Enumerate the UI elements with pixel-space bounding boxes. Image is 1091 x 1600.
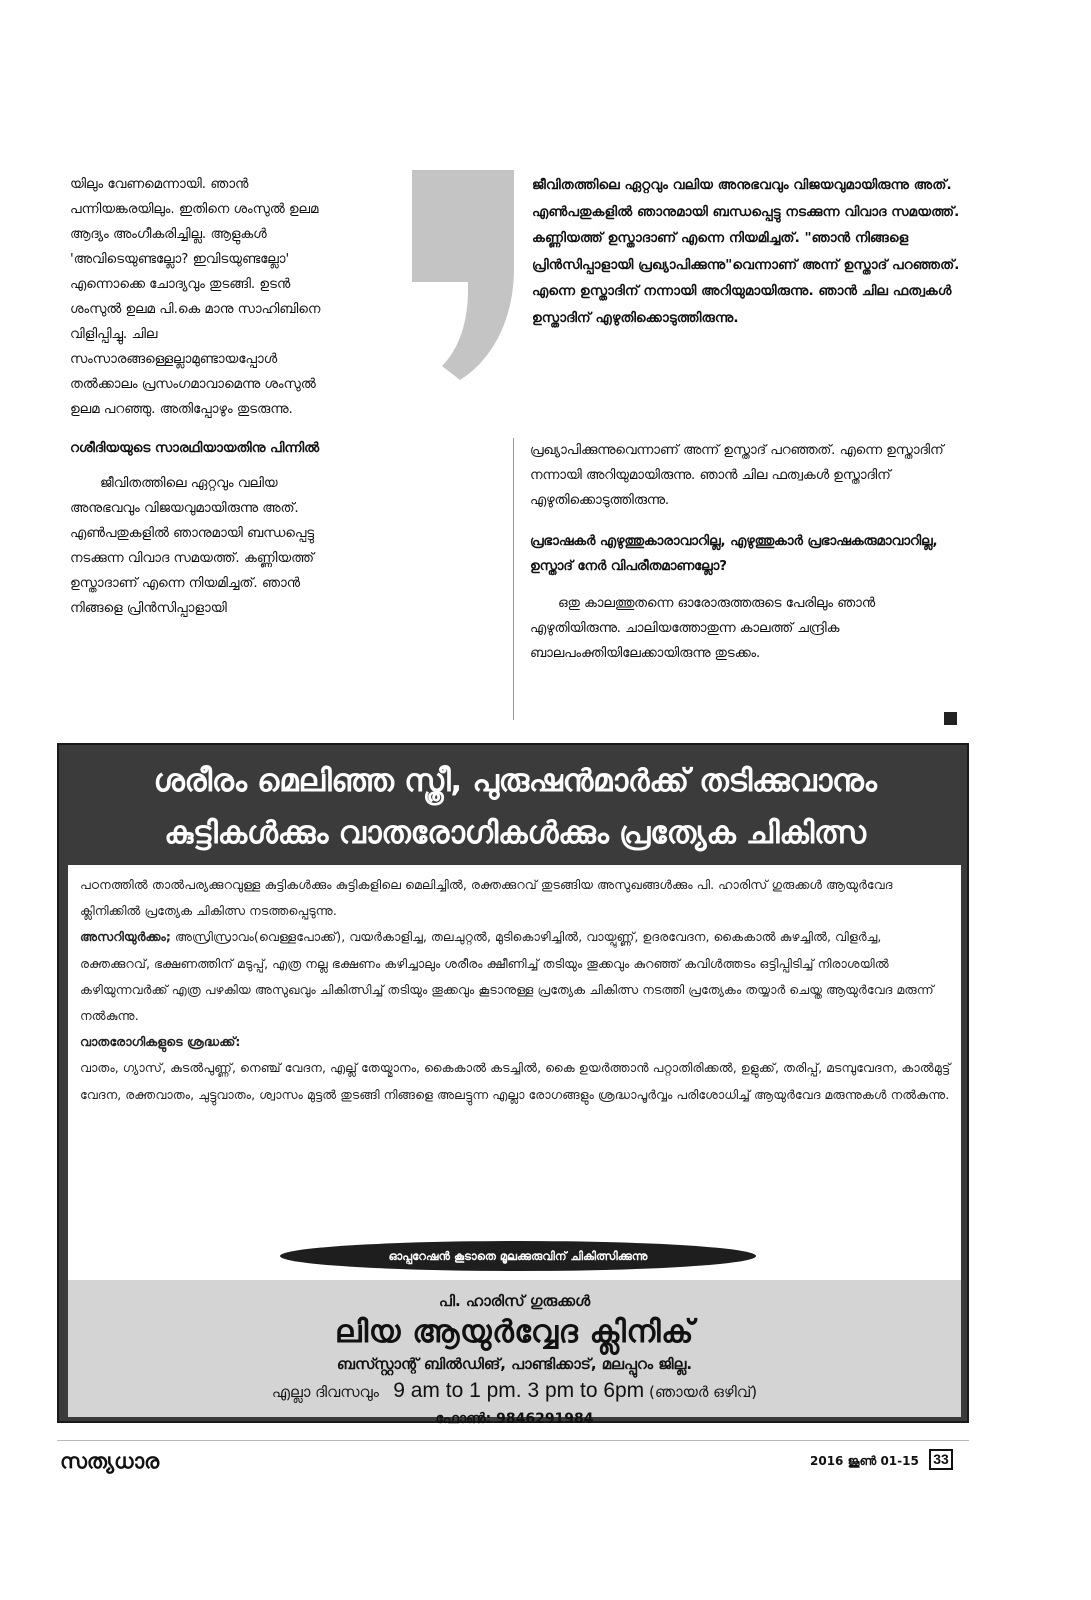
left-paragraph-2: ജീവിതത്തിലെ ഏറ്റവും വലിയ അനുഭവവും വിജയവുമായിരുന്നു അത്. എൺപതുകളിൽ ഞാനുമായി ബന്ധപ്പെട്ടു നടക്കുന്ന വിവാദ സമയത്ത്. കണ്ണിയത്ത് ഉസ്താദാണ് എന്നെ നിയമിച്ചത്. ഞാൻ നിങ്ങളെ പ്രിൻസിപ്പാളായി: [70, 476, 315, 616]
clinic-name: ലിയ ആയുർവ്വേദ ക്ലിനിക്: [335, 1314, 694, 1350]
article-end-mark: [944, 712, 957, 725]
clinic-hours: [68, 1376, 961, 1407]
ad-intro: പഠനത്തിൽ താൽപര്യക്കുറവുള്ള കുട്ടികൾക്കും കുട്ടികളിലെ മെലിച്ചിൽ, രക്തക്കുറവ് തുടങ്ങിയ അസുഖങ്ങൾക്കും പി. ഹാരിസ് ഗുരുക്കൾ ആയുർവേദ ക്ലിനിക്കിൽ പ്രത്യേക ചികിത്സ നടത്തപ്പെടുന്നു.: [80, 877, 893, 919]
ad-rheumatism-text: വാതം, ഗ്യാസ്, കുടൽപുണ്ണ്, നെഞ്ച് വേദന, എല്ല് തേയ്മാനം, കൈകാൽ കടച്ചിൽ, കൈ ഉയർത്താൻ പറ്റാതിരിക്കൽ, ഉളുക്ക്, തരിപ്പ്, മടമ്പുവേദന, കാൽമുട്ട് വേദന, രക്തവാതം, ചുട്ടുവാതം, ശ്വാസം മുട്ടൽ തുടങ്ങി നിങ്ങളെ അലട്ടുന്ന എല്ലാ രോഗങ്ങളും ശ്രദ്ധാപൂർവ്വം പരിശോധിച്ച് ആയുർവേദ മരുന്നുകൾ നൽകുന്നു.: [80, 1060, 951, 1102]
ad-body: [68, 865, 961, 1275]
right-column: [530, 438, 962, 666]
left-paragraph-1: യിലും വേണമെന്നായി. ഞാൻ പന്നിയങ്കരയിലും. ഇതിനെ ശംസുൽ ഉലമ ആദ്യം അംഗീകരിച്ചില്ല. ആളുകൾ 'അവിടെയുണ്ടല്ലോ? ഇവിടയുണ്ടല്ലോ' എന്നൊക്കെ ചോദ്യവും തുടങ്ങി. ഉടൻ ശംസുൽ ഉലമ പി.കെ മാനു സാഹിബിനെ വിളിപ്പിച്ചു. ചില സംസാരങ്ങള്ളെല്ലാമുണ്ടായപ്പോൾ തൽക്കാലം പ്രസംഗമാവാമെന്നു ശംസുൽ ഉലമ പറഞ്ഞു. അതിപ്പോഴും തുടരുന്നു.: [70, 177, 321, 417]
advertisement: [57, 743, 969, 1427]
ad-piles-banner: ഓപ്പറേഷൻ കൂടാതെ മൂലക്കുരുവിന് ചികിത്സിക്കുന്നു: [280, 1241, 756, 1271]
ad-rheumatism-label: വാതരോഗികളുടെ ശ്രദ്ധക്ക്:: [80, 1034, 241, 1050]
ad-content-box: [68, 865, 961, 1427]
column-divider: [513, 438, 514, 720]
clinic-address: ബസ്സ്റ്റാന്റ് ബിൽഡിങ്, പാണ്ടിക്കാട്, മലപ്പുറം ജില്ല.: [336, 1355, 693, 1373]
phone-label: ഫോൺ:: [435, 1411, 492, 1427]
page-number: 33: [929, 1449, 953, 1470]
hours-days: എല്ലാ ദിവസവും: [271, 1383, 379, 1401]
hours-time: 9 am to 1 pm. 3 pm to 6pm: [393, 1379, 645, 1402]
ad-clinic-info: [68, 1280, 961, 1427]
left-column: [70, 172, 322, 621]
ad-headline-line-2: കുട്ടികൾക്കും വാതരോഗികൾക്കും പ്രത്യേക ചികിത്സ: [164, 815, 866, 851]
hours-holiday: (ഞായർ ഒഴിവ്): [648, 1383, 758, 1401]
right-paragraph-2: ഒതു കാലത്തുതന്നെ ഓരോരുത്തരുടെ പേരിലും ഞാൻ എഴുതിയിരുന്നു. ചാലിയത്തോതുന്ന കാലത്ത് ചന്ദ്രിക ബാലപംക്തിയിലേക്കായിരുന്നു തുടക്കം.: [530, 596, 875, 661]
ad-symptoms-label: അസറിയുർക്കം;: [80, 929, 171, 945]
ad-headline-line-1: ശരീരം മെലിഞ്ഞ സ്ത്രീ, പുരുഷൻമാർക്ക് തടിക്കുവാനും: [153, 763, 877, 799]
phone-number: 9846291984: [496, 1411, 594, 1427]
magazine-masthead: സത്യധാര: [60, 1448, 160, 1473]
clinic-phone: [68, 1407, 961, 1431]
footer-rule: [57, 1440, 969, 1441]
ad-symptoms-text: അസ്രിസ്രാവം(വെള്ളപോക്ക്), വയർകാളിച്ച, തലചുറ്റൽ, മുടികൊഴിച്ചിൽ, വായ്പുണ്ണ്, ഉദരവേദന, കൈകാൽ കുഴച്ചിൽ, വിളർച്ച, രക്തക്കുറവ്, ഭക്ഷണത്തിന് മടുപ്പ്, എത്ര നല്ല ഭക്ഷണം കഴിച്ചാലും ശരീരം ക്ഷീണിച്ച് തടിയും തൂക്കവും കുറഞ്ഞ് കവിൾത്തടം ഒട്ടിപ്പിടിച്ച് നിരാശയിൽ കഴിയുന്നവർക്ക് എത്ര പഴകിയ അസുഖവും ചികിത്സിച്ച് തടിയും തൂക്കവും കൂടാനുള്ള പ്രത്യേക ചികിത്സ നടത്തി പ്രത്യേകം തയ്യാർ ചെയ്ത ആയുർവേദ മരുന്ന് നൽകുന്നു.: [80, 929, 934, 1024]
ad-headline: [59, 755, 971, 859]
practitioner-name: പി. ഹാരിസ് ഗുരുക്കൾ: [438, 1292, 591, 1310]
pull-quote: ജീവിതത്തിലെ ഏറ്റവും വലിയ അനുഭവവും വിജയവുമായിരുന്നു അത്. എൺപതുകളിൽ ഞാനുമായി ബന്ധപ്പെട്ടു നടക്കുന്ന വിവാദ സമയത്ത്. കണ്ണിയത്ത് ഉസ്താദാണ് എന്നെ നിയമിച്ചത്. "ഞാൻ നിങ്ങളെ പ്രിൻസിപ്പാളായി പ്രഖ്യാപിക്കുന്നു"വെന്നാണ് അന്ന് ഉസ്താദ് പറഞ്ഞത്. എന്നെ ഉസ്താദിന് നന്നായി അറിയുമായിരുന്നു. ഞാൻ ചില ഫത്വകൾ ഉസ്താദിന് എഴുതിക്കൊടുത്തിരുന്നു.: [532, 177, 960, 326]
ad-symptoms: [80, 924, 951, 1029]
left-subheading: റശീദിയയുടെ സാരഥിയായതിനു പിന്നിൽ: [70, 441, 320, 456]
issue-date: 2016 ജൂൺ 01-15: [810, 1454, 919, 1468]
quote-mark-icon: [412, 170, 514, 380]
right-paragraph-1: പ്രഖ്യാപിക്കുന്നുവെന്നാണ് അന്ന് ഉസ്താദ് പറഞ്ഞത്. എന്നെ ഉസ്താദിന് നന്നായി അറിയുമായിരുന്നു. ഞാൻ ചില ഫത്വകൾ ഉസ്താദിന് എഴുതിക്കൊടുത്തിരുന്നു.: [530, 443, 944, 508]
interview-question: പ്രഭാഷകർ എഴുത്തുകാരാവാറില്ല, എഴുത്തുകാർ പ്രഭാഷകരുമാവാറില്ല, ഉസ്താദ് നേർ വിപരീതമാണല്ലോ?: [530, 534, 938, 574]
